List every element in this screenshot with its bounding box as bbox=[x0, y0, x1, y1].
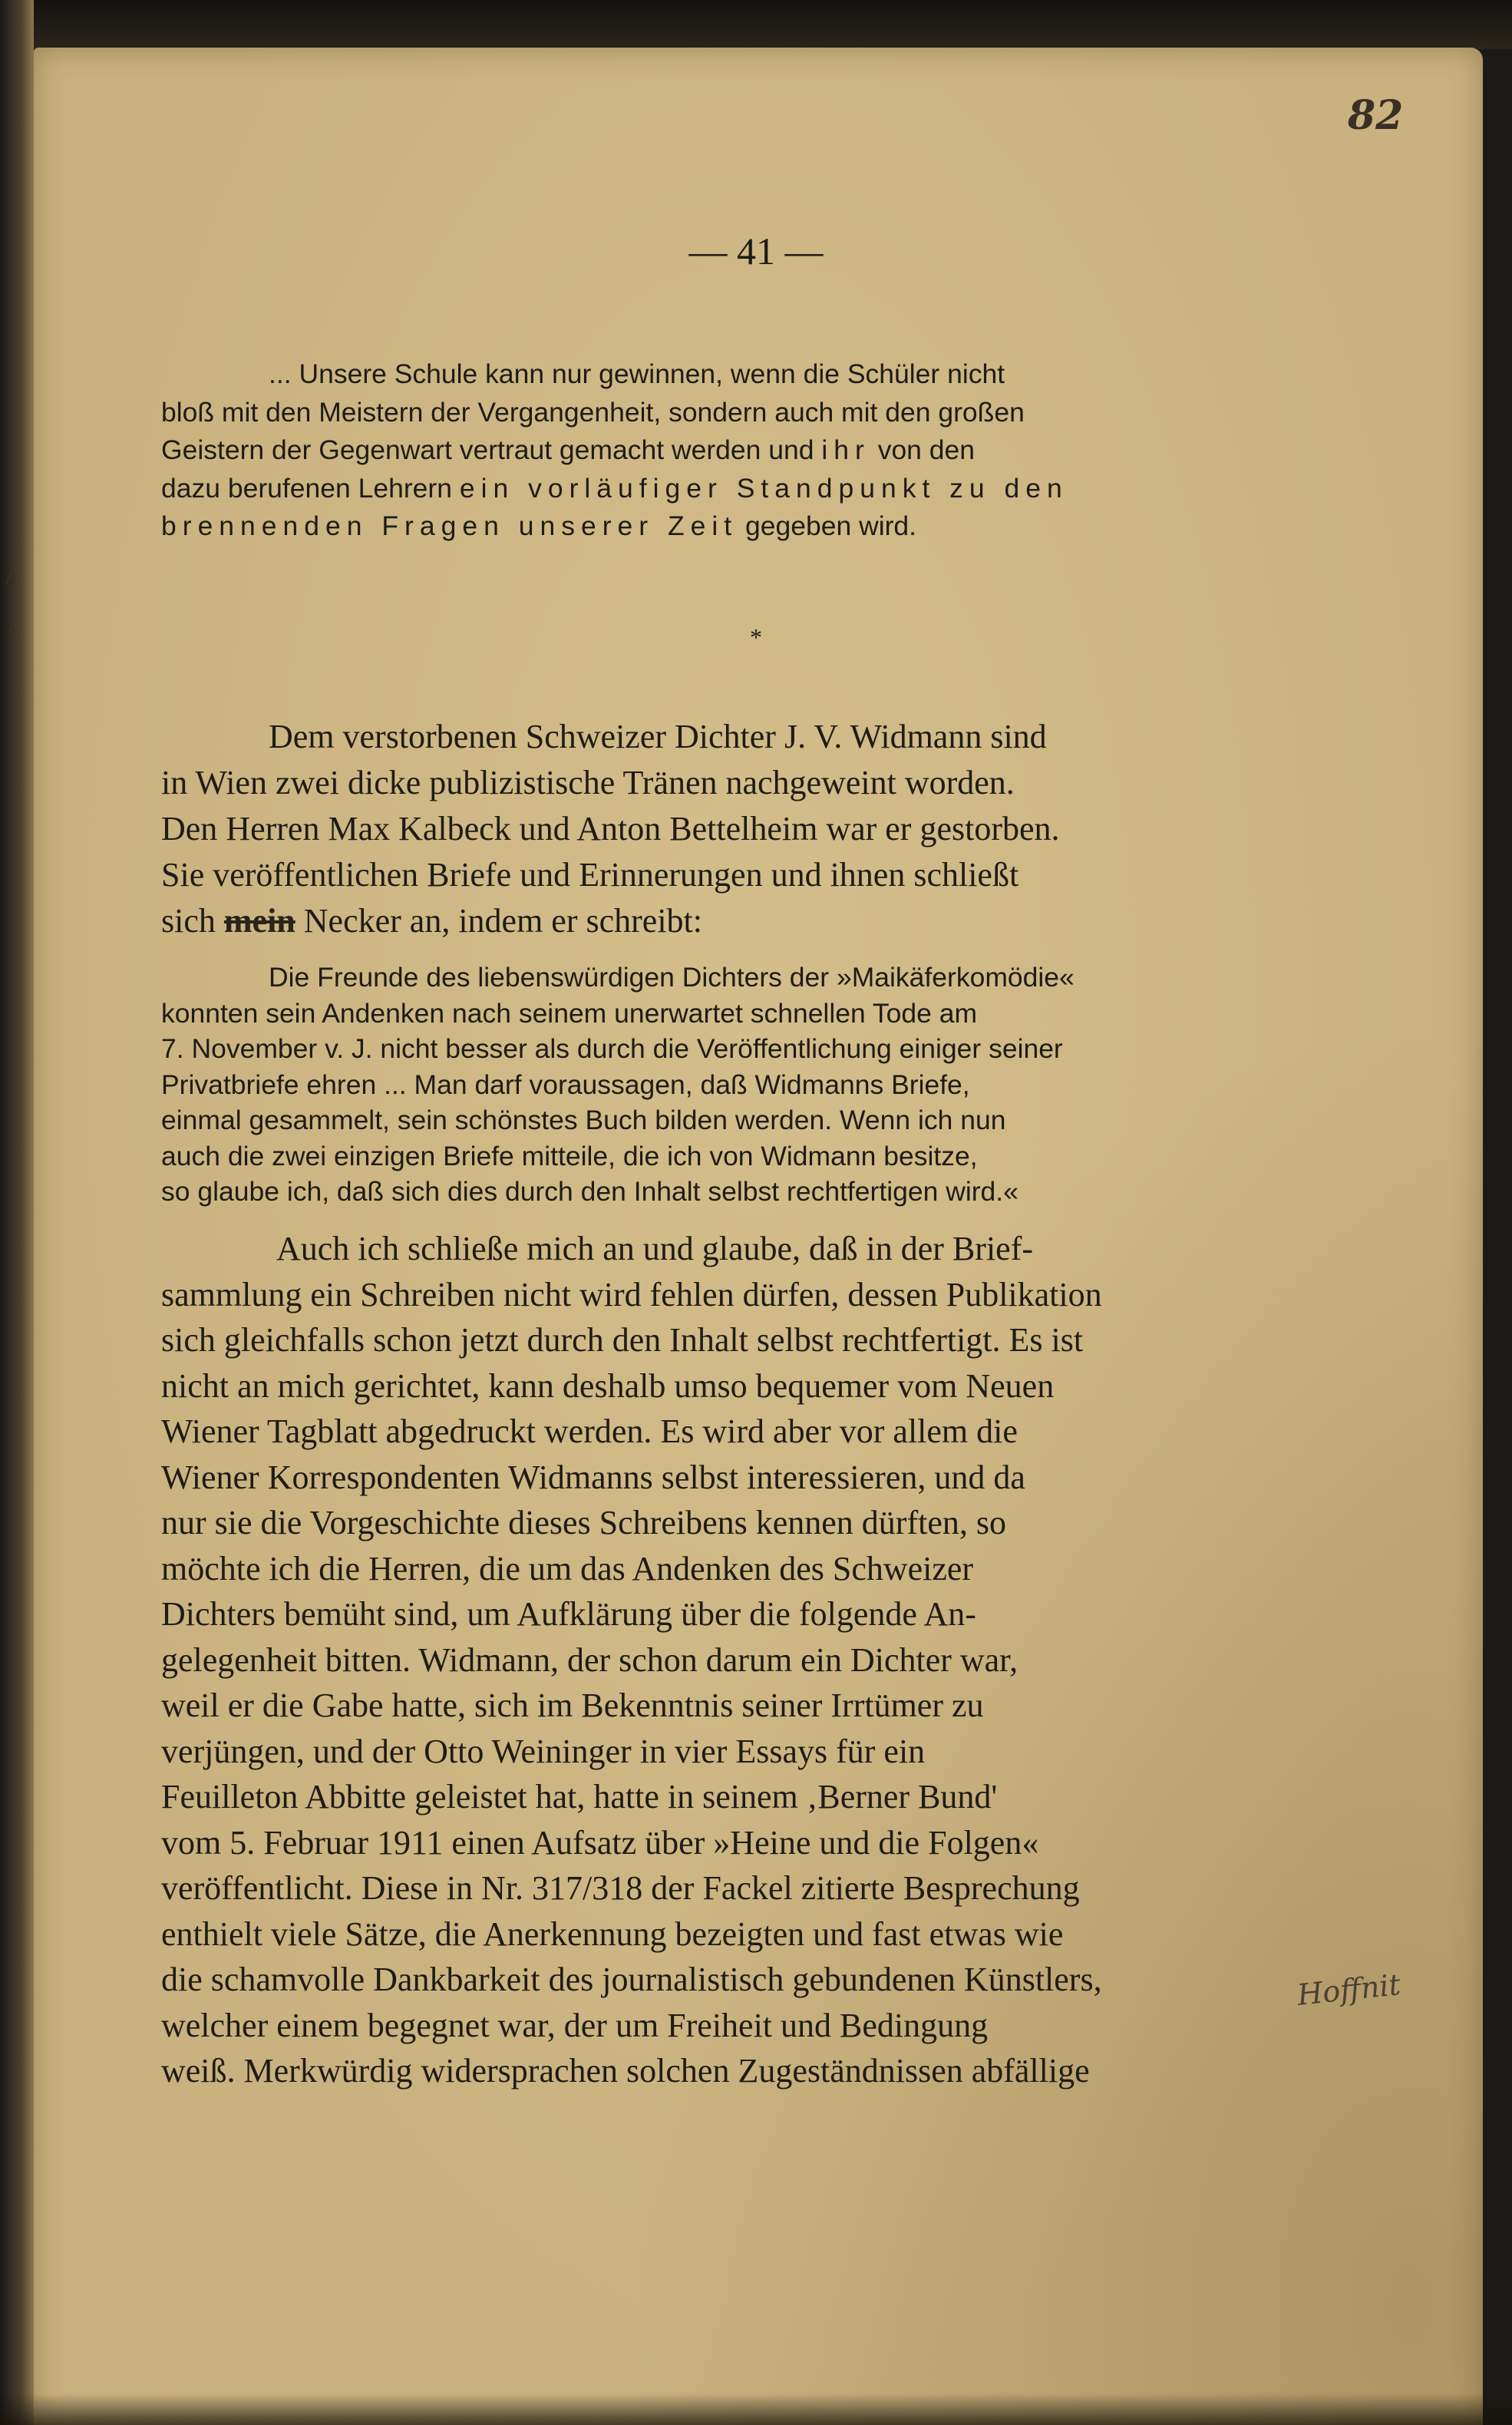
paragraph2-line: enthielt viele Sätze, die Anerkennung bezeigten und fast etwas wie bbox=[161, 1915, 1064, 1953]
paragraph2-line: Feuilleton Abbitte geleistet hat, hatte in seinem ‚Berner Bund' bbox=[161, 1778, 998, 1815]
paragraph1-line: sich mein Necker an, indem er schreibt: bbox=[161, 902, 702, 940]
struck-word: mein bbox=[223, 902, 295, 940]
page-number: — 41 — bbox=[688, 230, 824, 273]
paragraph1-line: in Wien zwei dicke publizistische Tränen nachgeweint worden. bbox=[161, 764, 1015, 801]
scan-top-edge bbox=[0, 0, 1512, 49]
quote1-line: ... Unsere Schule kann nur gewinnen, wenn die Schüler nicht bbox=[269, 358, 1005, 389]
quote1-line: Geistern der Gegenwart vertraut gemacht werden und ihr von den bbox=[161, 434, 976, 465]
paragraph2-line: nur sie die Vorgeschichte dieses Schreibens kennen dürften, so bbox=[161, 1504, 1006, 1541]
paragraph2-line: vom 5. Februar 1911 einen Aufsatz über »Heine und die Folgen« bbox=[161, 1823, 1039, 1862]
quote1-line: dazu berufenen Lehrern ein vorläufiger Standpunkt zu den bbox=[161, 472, 1068, 504]
paragraph1-line: Sie veröffentlichen Briefe und Erinnerungen und ihnen schließt bbox=[161, 856, 1019, 894]
paragraph2-line: die schamvolle Dankbarkeit des journalistisch gebundenen Künstlers, bbox=[161, 1961, 1102, 1998]
margin-mark: / bbox=[6, 560, 15, 587]
paragraph2-line: verjüngen, und der Otto Weininger in vier Essays für ein bbox=[161, 1732, 926, 1770]
paragraph2-line: Auch ich schließe mich an und glaube, daß in der Brief- bbox=[276, 1230, 1034, 1267]
corrected-word: Bedingung bbox=[840, 2006, 989, 2044]
paragraph2-line: veröffentlicht. Diese in Nr. 317/318 der Fackel zitierte Besprechung bbox=[161, 1869, 1080, 1907]
paragraph1-line: Den Herren Max Kalbeck und Anton Bettelheim war er gestorben. bbox=[161, 810, 1060, 847]
paragraph2-line: weiß. Merkwürdig widersprachen solchen Zugeständnissen abfällige bbox=[161, 2052, 1090, 2090]
paragraph2-line: nicht an mich gerichtet, kann deshalb umso bequemer vom Neuen bbox=[161, 1366, 1055, 1405]
book-spine bbox=[0, 0, 34, 2425]
paragraph2-line: Wiener Tagblatt abgedruckt werden. Es wird aber vor allem die bbox=[161, 1412, 1018, 1450]
paragraph-2 bbox=[161, 1226, 1266, 2094]
paragraph2-line: sammlung ein Schreiben nicht wird fehlen dürfen, dessen Publikation bbox=[161, 1275, 1102, 1313]
section-separator: * bbox=[750, 623, 762, 651]
quote2-line: so glaube ich, daß sich dies durch den Inhalt selbst rechtfertigen wird.« bbox=[161, 1176, 1018, 1207]
handwritten-margin-note: Hoffnit bbox=[1296, 1967, 1402, 2012]
margin-mark: / bbox=[8, 614, 15, 637]
quote2-line: konnten sein Andenken nach seinem unerwartet schnellen Tode am bbox=[161, 997, 978, 1029]
paragraph2-line: möchte ich die Herren, die um das Andenken des Schweizer bbox=[161, 1549, 974, 1587]
paragraph1-line: Dem verstorbenen Schweizer Dichter J. V. Widmann sind bbox=[269, 718, 1047, 755]
quote2-line: einmal gesammelt, sein schönstes Buch bilden werden. Wenn ich nun bbox=[161, 1105, 1006, 1135]
paragraph2-line: weil er die Gabe hatte, sich im Bekenntnis seiner Irrtümer zu bbox=[161, 1687, 984, 1724]
quote1-line: bloß mit den Meistern der Vergangenheit, sondern auch mit den großen bbox=[161, 396, 1025, 428]
quote-block-1 bbox=[161, 355, 1266, 546]
scan-bottom-edge bbox=[0, 2394, 1512, 2425]
quote2-line: Privatbriefe ehren ... Man darf voraussagen, daß Widmanns Briefe, bbox=[161, 1069, 970, 1100]
quote1-line: brennenden Fragen unserer Zeit gegeben wird. bbox=[161, 510, 917, 541]
paragraph2-line: Dichters bemüht sind, um Aufklärung über die folgende An- bbox=[161, 1595, 976, 1633]
quote2-line: 7. November v. J. nicht besser als durch die Veröffentlichung einiger seiner bbox=[161, 1033, 1063, 1064]
quote2-line: auch die zwei einzigen Briefe mitteile, die ich von Widmann besitze, bbox=[161, 1140, 978, 1171]
handwritten-folio-number: 82 bbox=[1348, 92, 1404, 139]
paragraph2-line: gelegenheit bitten. Widmann, der schon darum ein Dichter war, bbox=[161, 1640, 1018, 1679]
paragraph-1 bbox=[161, 714, 1266, 944]
quote-block-2 bbox=[161, 960, 1266, 1210]
paragraph2-line: welcher einem begegnet war, der um Freiheit und Bedingung bbox=[161, 2006, 989, 2044]
paragraph2-line: Wiener Korrespondenten Widmanns selbst interessieren, und da bbox=[161, 1458, 1025, 1496]
quote2-line: Die Freunde des liebenswürdigen Dichters der »Maikäferkomödie« bbox=[269, 962, 1075, 993]
margin-mark: : bbox=[9, 660, 16, 683]
paragraph2-line: sich gleichfalls schon jetzt durch den Inhalt selbst rechtfertigt. Es ist bbox=[161, 1321, 1084, 1359]
